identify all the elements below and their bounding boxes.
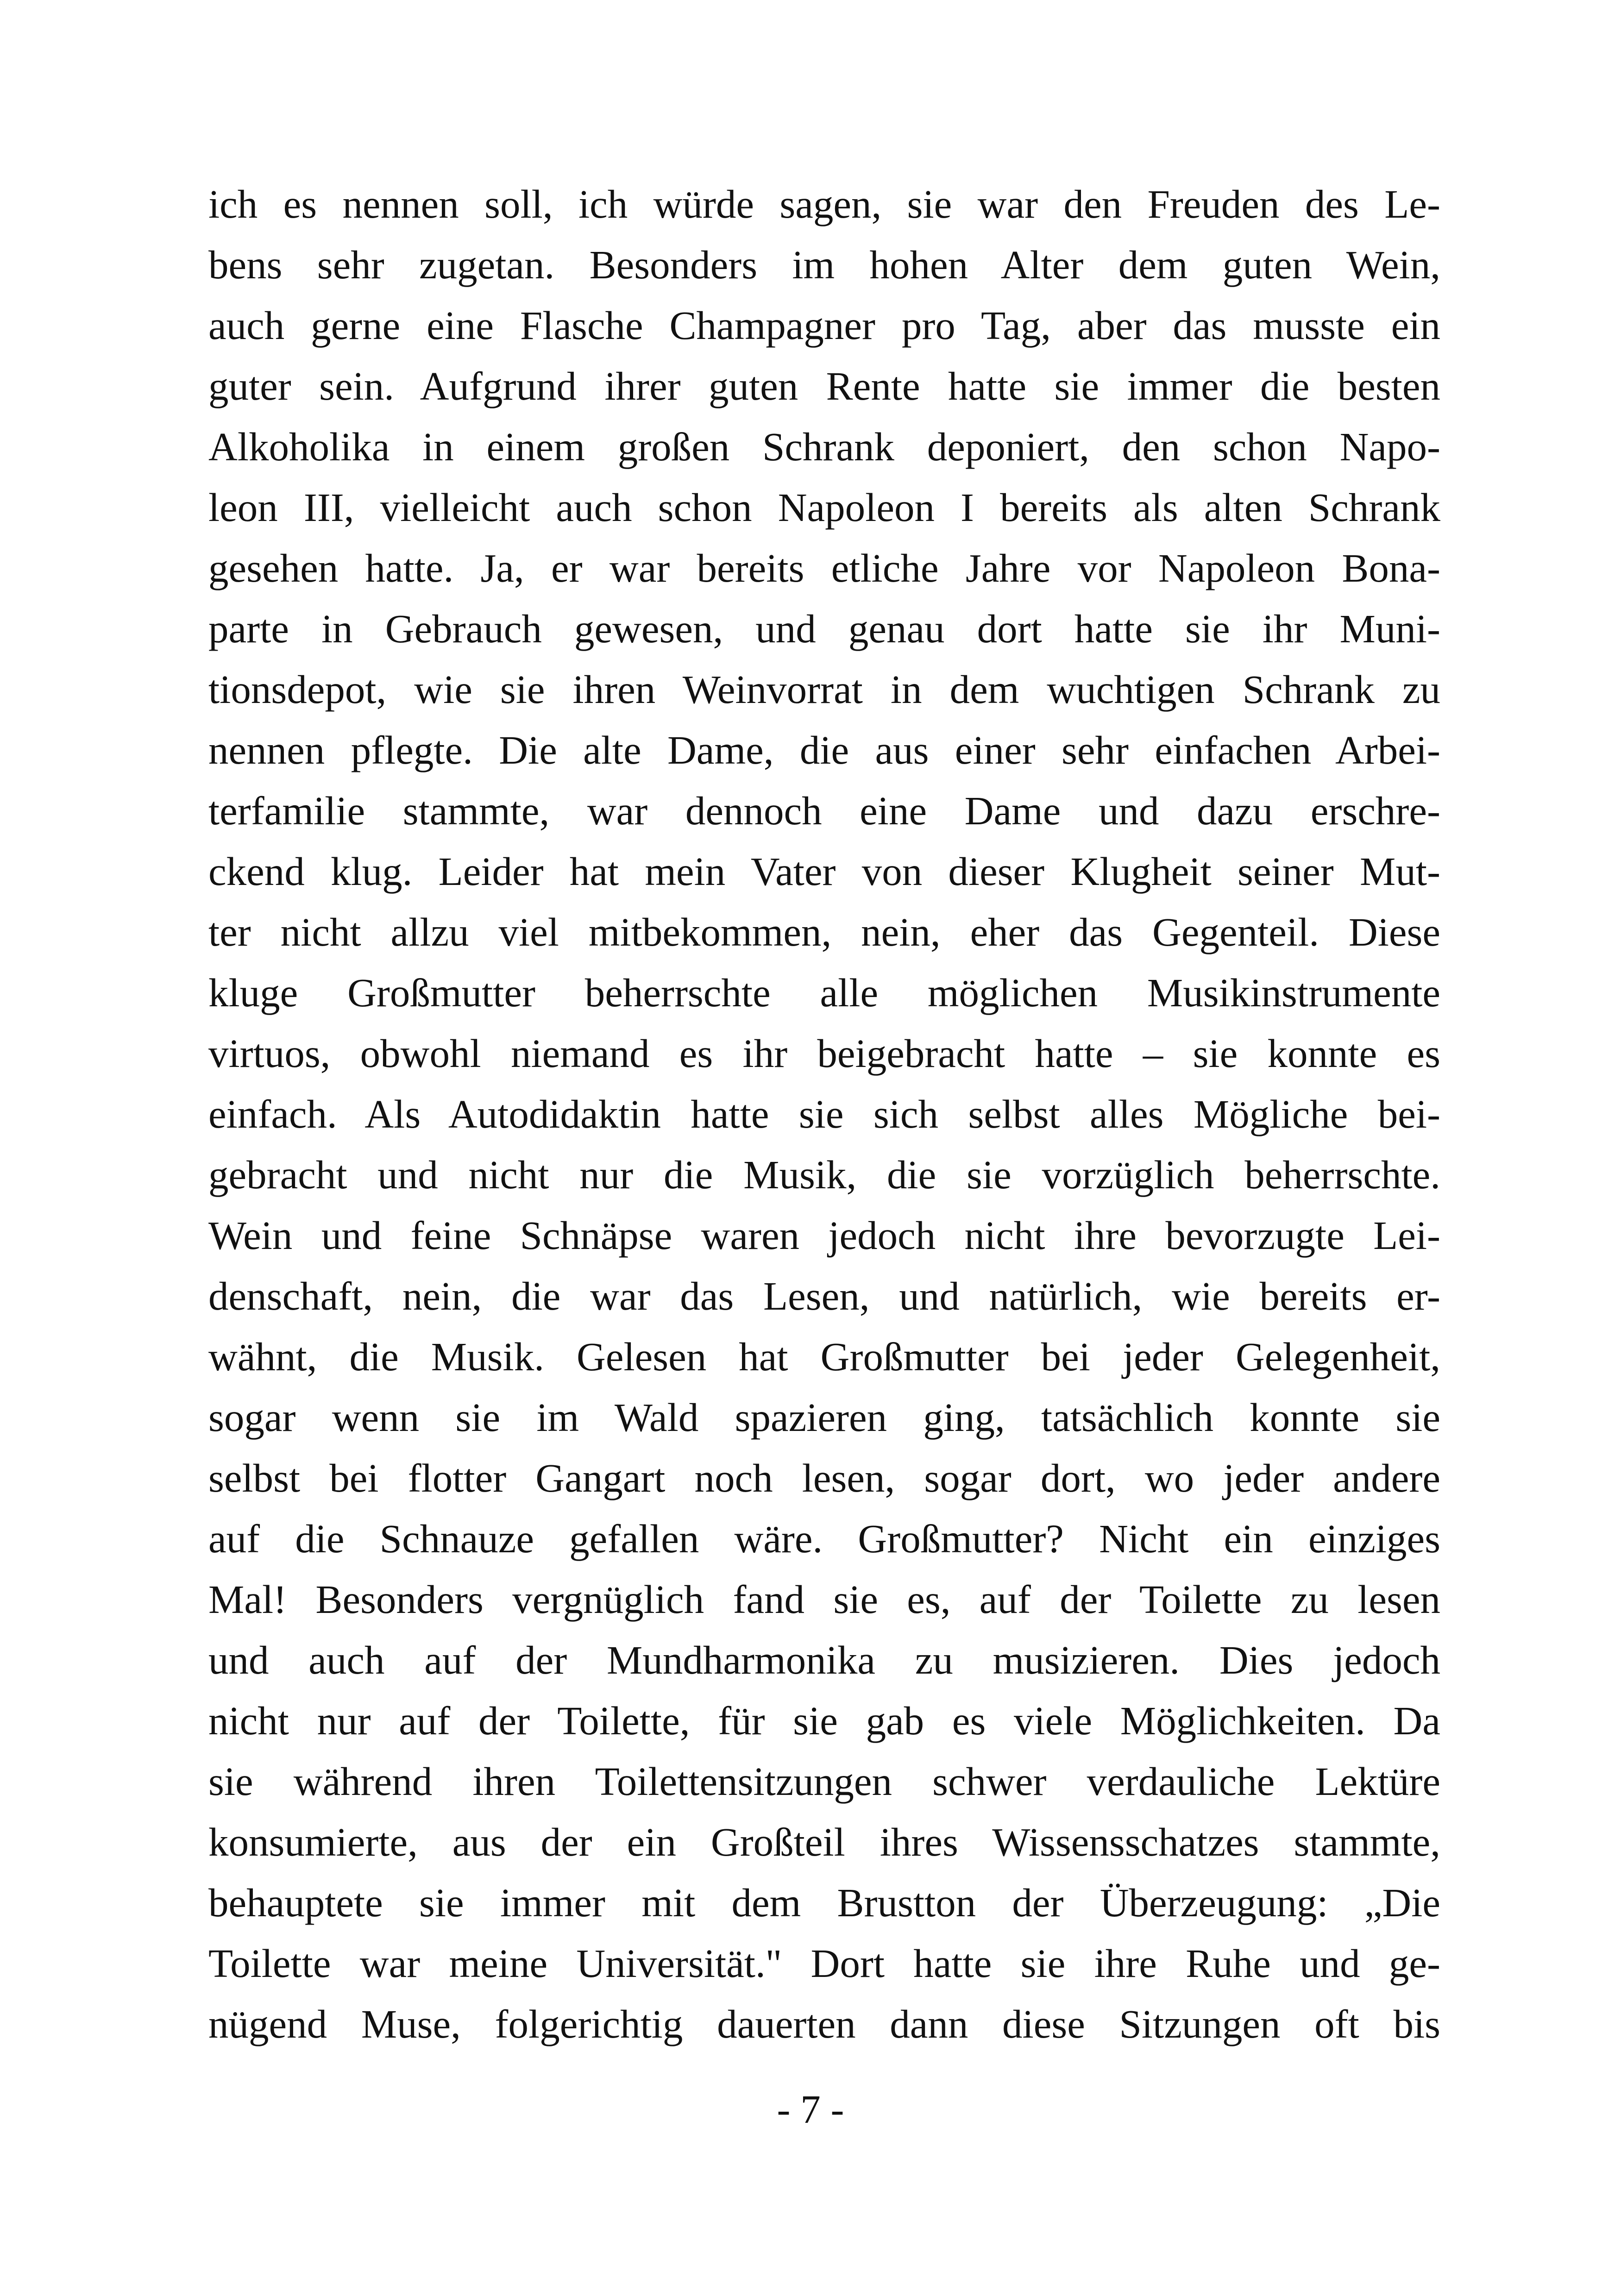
text-line: Alkoholika in einem großen Schrank deponiert, den schon Napo- [208, 424, 1440, 469]
text-line: terfamilie stammte, war dennoch eine Dame und dazu erschre- [208, 788, 1440, 833]
text-line: parte in Gebrauch gewesen, und genau dort hatte sie ihr Muni- [208, 606, 1440, 651]
text-line: und auch auf der Mundharmonika zu musizieren. Dies jedoch [208, 1637, 1440, 1682]
text-line: gebracht und nicht nur die Musik, die sie vorzüglich beherrschte. [208, 1152, 1440, 1197]
text-line: kluge Großmutter beherrschte alle möglichen Musikinstrumente [208, 970, 1440, 1015]
text-line: gesehen hatte. Ja, er war bereits etliche Jahre vor Napoleon Bona- [208, 546, 1440, 590]
text-line: nügend Muse, folgerichtig dauerten dann diese Sitzungen oft bis [208, 2001, 1440, 2046]
text-line: auf die Schnauze gefallen wäre. Großmutter? Nicht ein einziges [208, 1516, 1440, 1561]
text-line: tionsdepot, wie sie ihren Weinvorrat in dem wuchtigen Schrank zu [208, 667, 1440, 712]
text-line: ich es nennen soll, ich würde sagen, sie war den Freuden des Le- [208, 182, 1440, 226]
body-text [208, 174, 1440, 2054]
text-line: nicht nur auf der Toilette, für sie gab es viele Möglichkeiten. Da [208, 1698, 1440, 1743]
text-line: leon III, vielleicht auch schon Napoleon I bereits als alten Schrank [208, 485, 1440, 530]
text-line: bens sehr zugetan. Besonders im hohen Alter dem guten Wein, [208, 242, 1440, 287]
text-line: sogar wenn sie im Wald spazieren ging, tatsächlich konnte sie [208, 1395, 1440, 1440]
text-line: guter sein. Aufgrund ihrer guten Rente hatte sie immer die besten [208, 364, 1440, 408]
text-line: Mal! Besonders vergnüglich fand sie es, auf der Toilette zu lesen [208, 1577, 1440, 1622]
text-line: ter nicht allzu viel mitbekommen, nein, eher das Gegenteil. Diese [208, 910, 1440, 954]
text-line: Wein und feine Schnäpse waren jedoch nicht ihre bevorzugte Lei- [208, 1213, 1440, 1258]
text-line: nennen pflegte. Die alte Dame, die aus einer sehr einfachen Arbei- [208, 728, 1440, 772]
page-number: - 7 - [777, 2087, 844, 2132]
text-line: behauptete sie immer mit dem Brustton der Überzeugung: „Die [208, 1880, 1440, 1925]
text-line: Toilette war meine Universität." Dort hatte sie ihre Ruhe und ge- [208, 1941, 1440, 1986]
text-line: auch gerne eine Flasche Champagner pro Tag, aber das musste ein [208, 303, 1440, 348]
text-line: selbst bei flotter Gangart noch lesen, sogar dort, wo jeder andere [208, 1455, 1440, 1500]
text-line: virtuos, obwohl niemand es ihr beigebracht hatte – sie konnte es [208, 1031, 1440, 1076]
text-line: wähnt, die Musik. Gelesen hat Großmutter bei jeder Gelegenheit, [208, 1334, 1440, 1379]
text-line: denschaft, nein, die war das Lesen, und natürlich, wie bereits er- [208, 1273, 1440, 1318]
text-line: einfach. Als Autodidaktin hatte sie sich selbst alles Mögliche bei- [208, 1092, 1440, 1136]
text-line: sie während ihren Toilettensitzungen schwer verdauliche Lektüre [208, 1759, 1440, 1804]
text-line: ckend klug. Leider hat mein Vater von dieser Klugheit seiner Mut- [208, 849, 1440, 894]
text-line: konsumierte, aus der ein Großteil ihres Wissensschatzes stammte, [208, 1819, 1440, 1864]
